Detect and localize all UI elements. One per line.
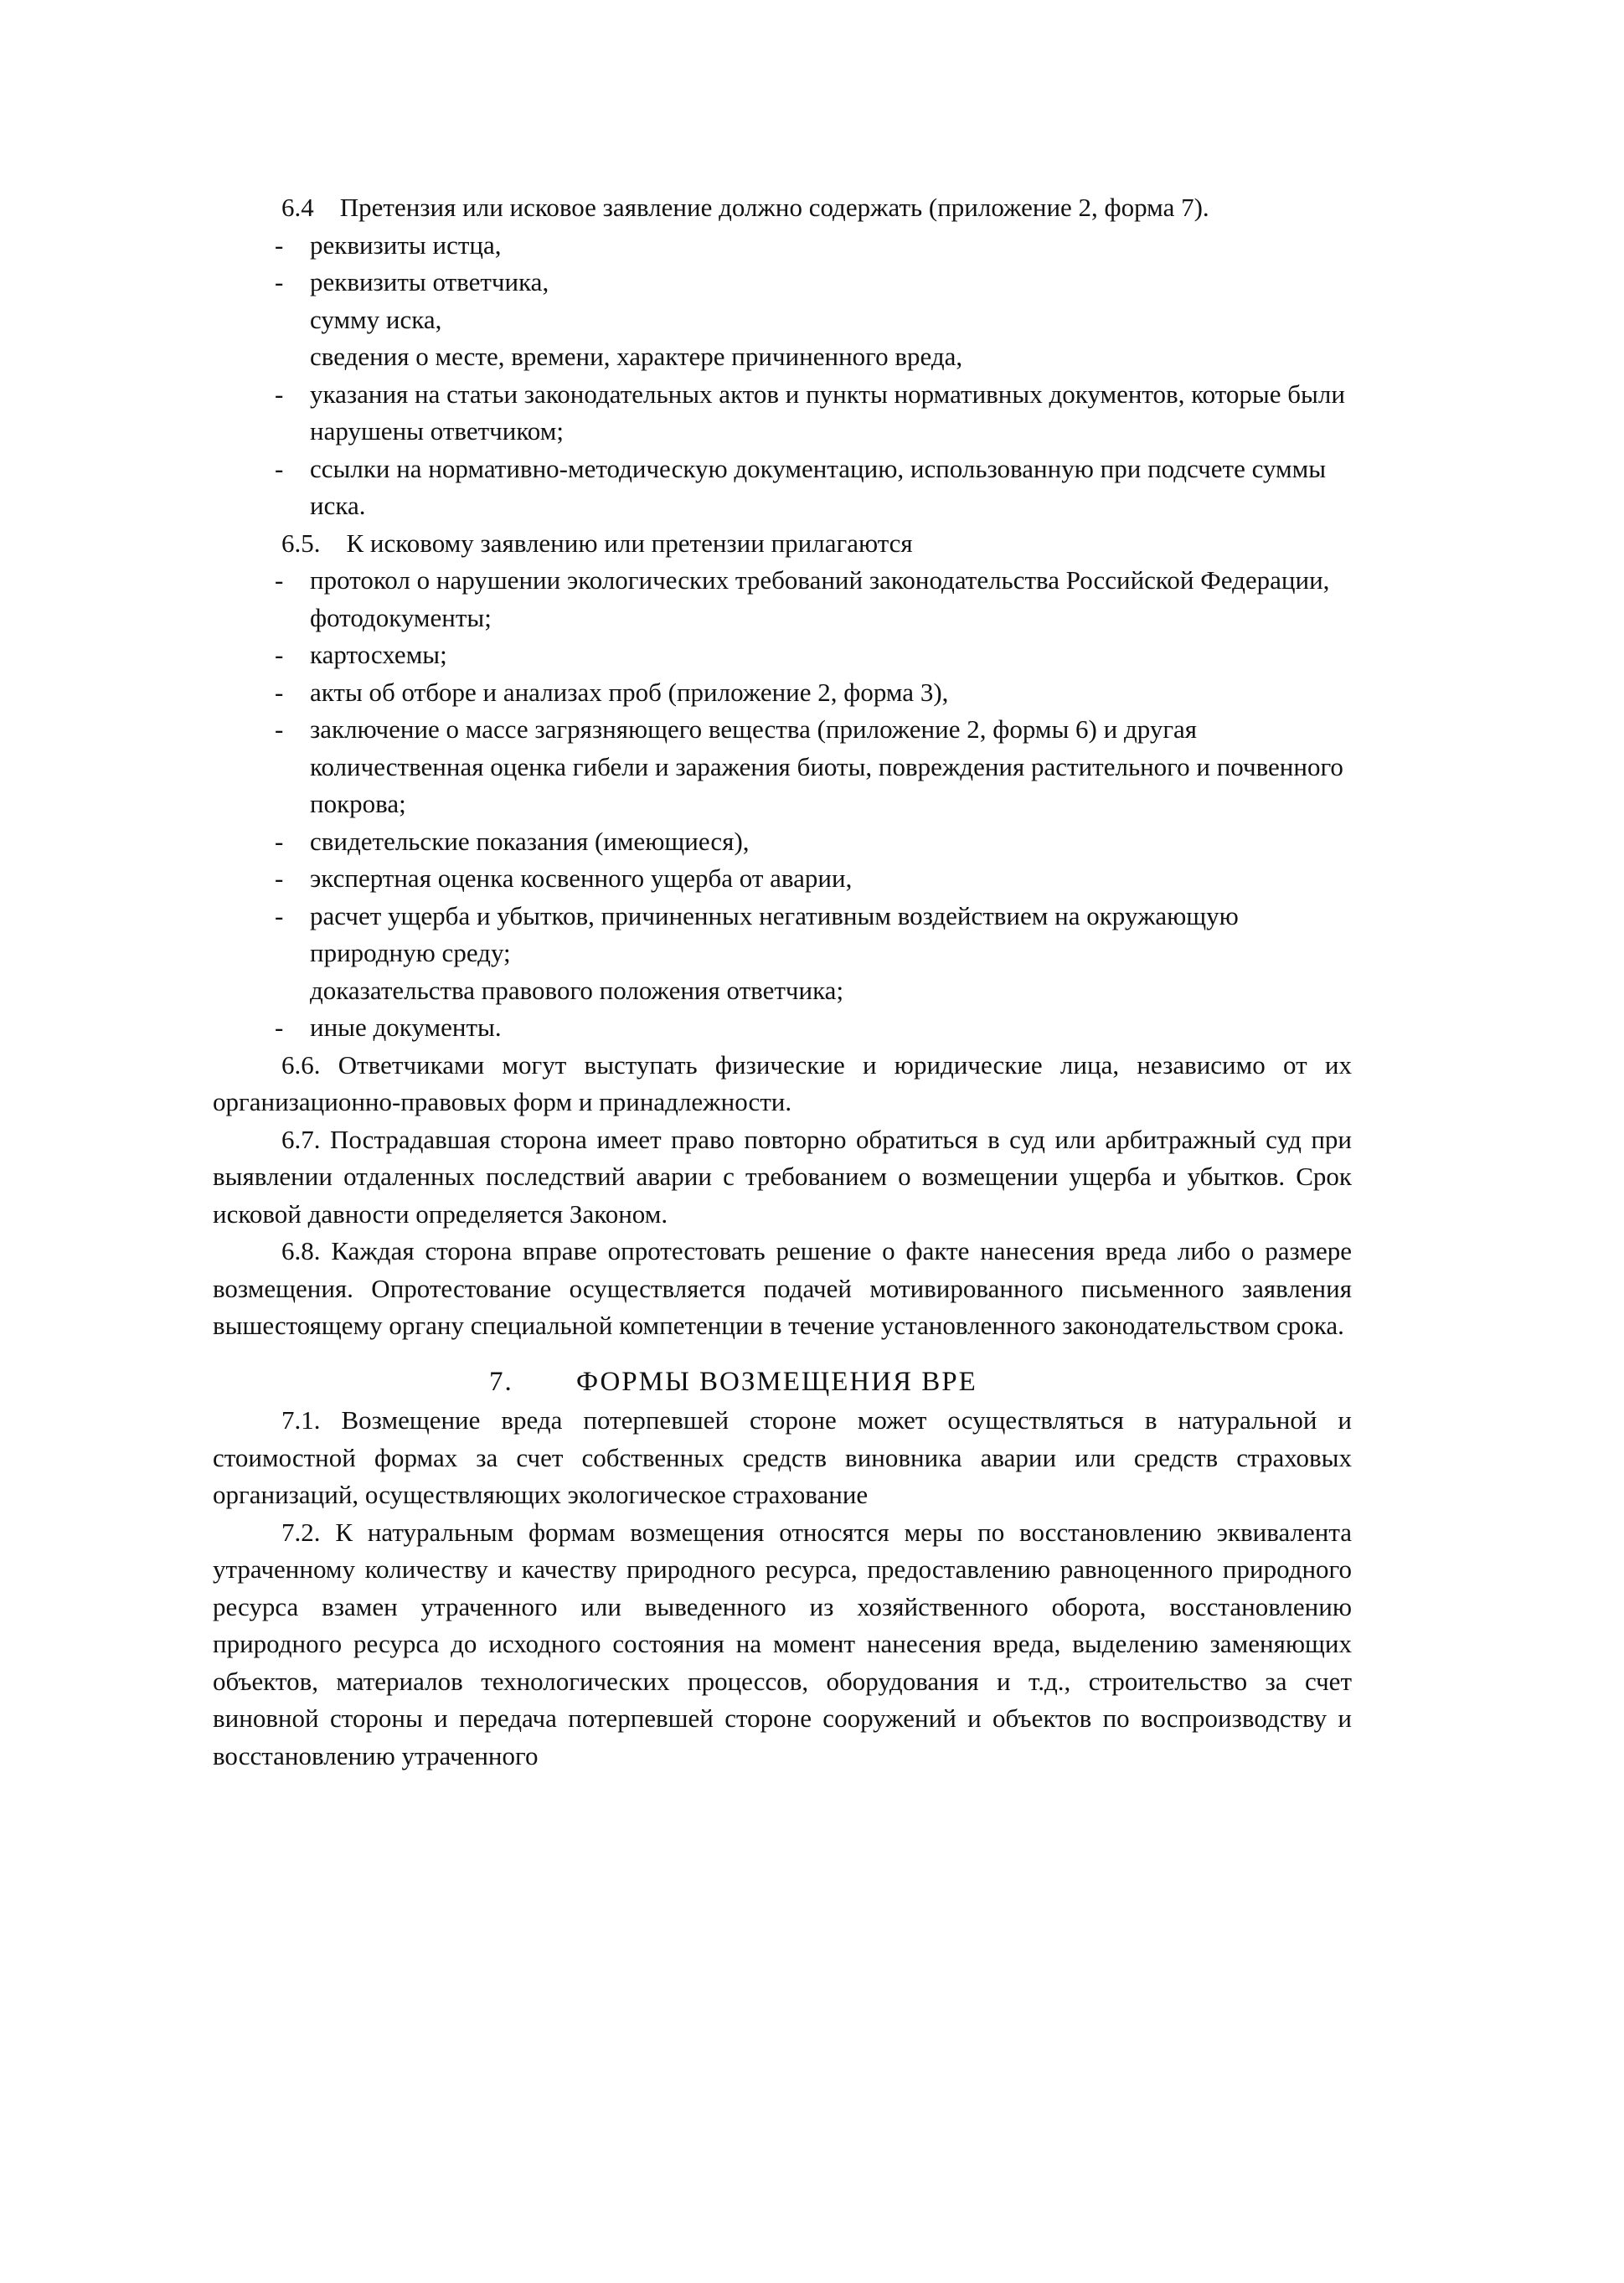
list-item [213, 823, 1352, 861]
list-item [213, 860, 1352, 898]
paragraph-7-1: 7.1. Возмещение вреда потерпевшей стороне может осуществляться в натуральной и стоимостной формах за счет собственных средств виновника аварии или средств страховых организаций, осуществляющих экологическое страхование [213, 1405, 1352, 1509]
list-item [213, 227, 1352, 265]
list-item-text: свидетельские показания (имеющиеся), [310, 826, 750, 856]
list-dash: - [275, 640, 284, 669]
list-item-text: картосхемы; [310, 640, 447, 669]
list-item-text: ссылки на нормативно-методическую документацию, использованную при подсчете суммы иска. [310, 453, 1327, 520]
paragraph-6-6: 6.6. Ответчиками могут выступать физические и юридические лица, независимо от их организационно-правовых форм и принадлежности. [213, 1049, 1352, 1116]
paragraph-text: К исковому заявлению или претензии прилагаются [346, 528, 913, 558]
list-item [213, 600, 1352, 637]
paragraph-number: 6.5. [281, 528, 321, 558]
list-item-text: фотодокументы; [310, 602, 492, 632]
list-dash: - [275, 863, 284, 893]
list-item [213, 711, 1352, 823]
list-dash: - [275, 229, 284, 260]
list-dash: - [275, 267, 284, 296]
paragraph-6-8: 6.8. Каждая сторона вправе опротестовать решение о факте нанесения вреда либо о размере возмещения. Опротестование осуществляется подачей мотивированного письменного заявления вышестоящему органу специальной компетенции в течение установленного законодательством срока. [213, 1236, 1352, 1340]
paragraph-6-7: 6.7. Пострадавшая сторона имеет право повторно обратиться в суд или арбитражный суд при выявлении отдаленных последствий аварии с требованием о возмещении ущерба и убытков. Срок исковой давности определяется Законом. [213, 1124, 1352, 1229]
document-body [213, 189, 1352, 1775]
list-dash: - [275, 453, 284, 483]
list-item [213, 898, 1352, 972]
list-item [213, 674, 1352, 712]
paragraph-text: Претензия или исковое заявление должно содержать (приложение 2, форма 7). [339, 193, 1209, 222]
list-item-text: реквизиты истца, [310, 229, 502, 260]
attachments-list [213, 562, 1352, 1047]
list-item [213, 264, 1352, 301]
list-item-text: протокол о нарушении экологических требований законодательства Российской Федерации, [310, 565, 1330, 595]
paragraph-6-4 [213, 189, 1352, 227]
list-item-text: экспертная оценка косвенного ущерба от аварии, [310, 863, 853, 893]
list-item [213, 301, 1352, 339]
section-number: 7. [489, 1366, 513, 1397]
list-dash: - [275, 379, 284, 409]
list-dash: - [275, 714, 284, 744]
section-title: ФОРМЫ ВОЗМЕЩЕНИЯ ВРЕ [576, 1366, 977, 1397]
list-item [213, 451, 1352, 525]
paragraph-number: 6.4 [281, 193, 314, 222]
list-item-text: реквизиты ответчика, [310, 267, 549, 296]
list-item-text: указания на статьи законодательных актов и пункты нормативных документов, которые были нарушены ответчиком; [310, 379, 1345, 446]
list-dash: - [275, 900, 284, 930]
list-item-text: заключение о массе загрязняющего вещества (приложение 2, формы 6) и другая количественная оценка гибели и заражения биоты, повреждения растительного и почвенного покрова; [310, 714, 1343, 818]
list-item-text: сумму иска, [310, 304, 442, 334]
list-item [213, 562, 1352, 600]
list-item-text: доказательства правового положения ответчика; [310, 975, 844, 1005]
paragraph-7-2: 7.2. К натуральным формам возмещения относятся меры по восстановлению эквивалента утраченному количеству и качеству природного ресурса, предоставлению равноценного природного ресурса взамен утраченного или выведенного из хозяйственного оборота, восстановлению природного ресурса до исходного состояния на момент нанесения вреда, выделению заменяющих объектов, материалов технологических процессов, оборудования и т.д., строительство за счет виновной стороны и передача потерпевшей стороне сооружений и объектов по воспроизводству и восстановлению утраченного [213, 1517, 1352, 1770]
list-item [213, 636, 1352, 674]
section-7-heading [213, 1363, 1352, 1401]
paragraph-6-5 [213, 525, 1352, 563]
list-dash: - [275, 565, 284, 595]
list-item-text: акты об отборе и анализах проб (приложение 2, форма 3), [310, 677, 949, 707]
list-item [213, 972, 1352, 1010]
list-dash: - [275, 826, 284, 856]
list-item [213, 338, 1352, 376]
list-item [213, 1009, 1352, 1047]
list-item-text: расчет ущерба и убытков, причиненных негативным воздействием на окружающую природную среду; [310, 900, 1239, 967]
list-dash: - [275, 677, 284, 707]
list-dash: - [275, 1013, 284, 1042]
list-item [213, 376, 1352, 451]
claim-contents-list [213, 227, 1352, 525]
list-item-text: сведения о месте, времени, характере причиненного вреда, [310, 342, 963, 371]
list-item-text: иные документы. [310, 1013, 502, 1042]
